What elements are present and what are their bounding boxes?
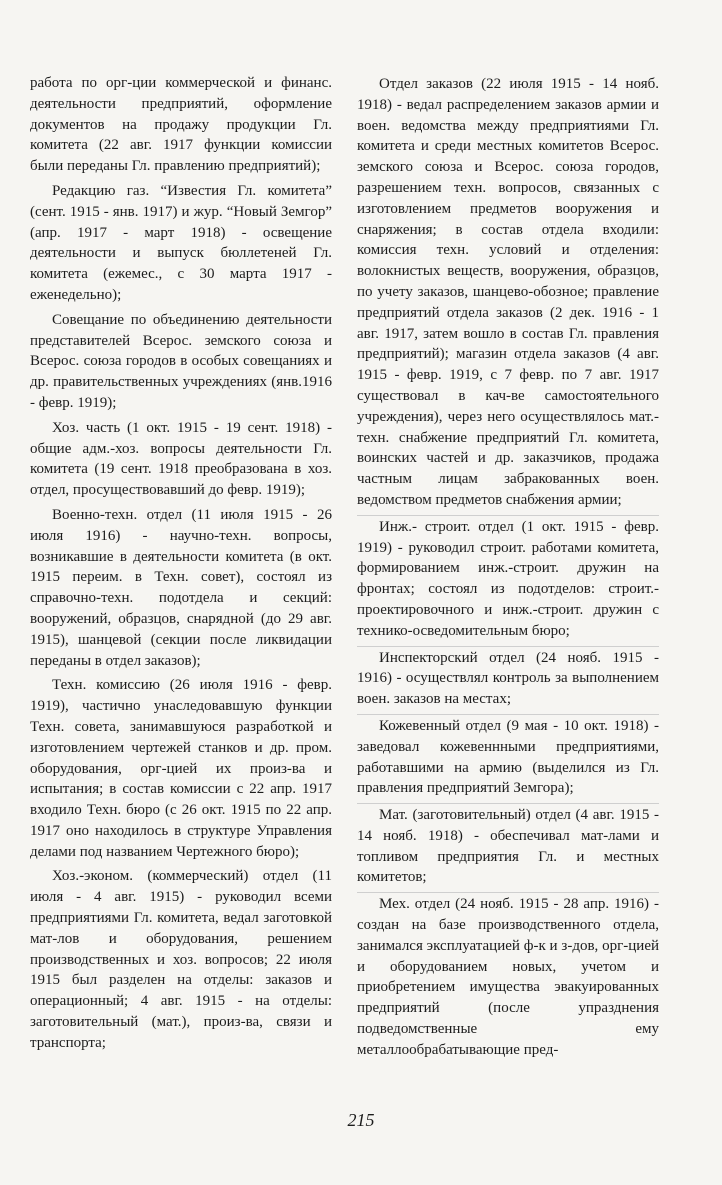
paragraph: Кожевенный отдел (9 мая - 10 окт. 1918) - заведовал кожевеннными предприятиями, работавшими на армию (выделился из Гл. правления предприятий Земгора);	[357, 714, 659, 799]
page-number: 215	[347, 1110, 375, 1130]
paragraph: Хоз. часть (1 окт. 1915 - 19 сент. 1918) - общие адм.-хоз. вопросы деятельности Гл. комитета (19 сент. 1918 преобразована в хоз. отдел, просуществовавший до февр. 1919);	[30, 419, 332, 499]
left-column	[30, 73, 332, 1058]
paragraph: Инж.- строит. отдел (1 окт. 1915 - февр. 1919) - руководил строит. работами комитета, формированием инж.-строит. дружин на фронтах; состоял из подотделов: строит.-проектировочного и инж.-строит. дружин с технико-осведомительным бюро;	[357, 515, 659, 642]
paragraph: Отдел заказов (22 июля 1915 - 14 нояб. 1918) - ведал распределением заказов армии и воен. ведомства между предприятиями Гл. комитета и среди местных комитетов Всерос. земского союза и Всерос. союза городов, разрешением техн. вопросов, связанных с изготовлением предметов вооружения и снаряжения; в состав отдела входили: комиссия техн. условий и отделения: волокнистых веществ, вооружения, образцов, по учету заказов, шанцево-обозное; правление предприятий отдела заказов (2 дек. 1916 - 1 авг. 1917, затем вошло в состав Гл. правления предприятий); магазин отдела заказов (4 авг. 1915 - февр. 1919, с 7 февр. по 7 авг. 1917 существовал в кач-ве самостоятельного учреждения), через него осуществлялось мат.-техн. снабжение предприятий Гл. комитета, воинских частей и др. заказчиков, продажа частным лицам забракованных воен. ведомством предметов снабжения армии;	[357, 76, 659, 508]
paragraph: Мат. (заготовительный) отдел (4 авг. 1915 - 14 нояб. 1918) - обеспечивал мат-лами и топливом предприятия Гл. и местных комитетов;	[357, 803, 659, 888]
right-column	[357, 73, 659, 1065]
paragraph: Военно-техн. отдел (11 июля 1915 - 26 июля 1916) - научно-техн. вопросы, возникавшие в деятельности комитета (в окт. 1915 переим. в Техн. совет), состоял из справочно-техн. подотдела и секций: вооружений, образцов, снарядной (до 29 авг. 1915), шанцевой (секции после ликвидации переданы в отдел заказов);	[30, 506, 332, 669]
paragraph: Техн. комиссию (26 июля 1916 - февр. 1919), частично унаследовавшую функции Техн. совета, занимавшуюся разработкой и изготовлением чертежей станков и др. пром. оборудования, орг-цией их произ-ва и испытания; в состав комиссии с 22 апр. 1917 входило Техн. бюро (с 26 окт. 1915 по 22 апр. 1917 оно находилось в структуре Управления делами под названием Чертежного бюро);	[30, 677, 332, 860]
paragraph: Мех. отдел (24 нояб. 1915 - 28 апр. 1916) - создан на базе производственного отдела, занимался эксплуатацией ф-к и з-дов, орг-цией и оборудованием новых, учетом и приобретением имущества эвакуированных предприятий (после упразднения подведомственные ему металлообрабатывающие пред-	[357, 892, 659, 1060]
paragraph: Хоз.-эконом. (коммерческий) отдел (11 июля - 4 авг. 1915) - руководил всеми предприятиями Гл. комитета, ведал заготовкой мат-лов и оборудования, решением производственных и хоз. вопросов; 22 июля 1915 был разделен на отделы: заказов и операционный; 4 авг. 1915 - на отделы: заготовительный (мат.), произ-ва, связи и транспорта;	[30, 868, 332, 1051]
paragraph: Совещание по объединению деятельности представителей Всерос. земского союза и Всерос. союза городов в особых совещаниях и др. правительственных учреждениях (янв.1916 - февр. 1919);	[30, 311, 332, 411]
paragraph: Инспекторский отдел (24 нояб. 1915 - 1916) - осуществлял контроль за выполнением воен. заказов на местах;	[357, 646, 659, 710]
paragraph: работа по орг-ции коммерческой и финанс. деятельности предприятий, оформление документов на продажу продукции Гл. комитета (22 авг. 1917 функции комиссии были переданы Гл. правлению предприятий);	[30, 75, 332, 175]
paragraph: Редакцию газ. “Известия Гл. комитета” (сент. 1915 - янв. 1917) и жур. “Новый Земгор” (апр. 1917 - март 1918) - освещение деятельности и выпуск бюллетеней Гл. комитета (ежемес., с 30 марта 1917 - еженедельно);	[30, 182, 332, 303]
